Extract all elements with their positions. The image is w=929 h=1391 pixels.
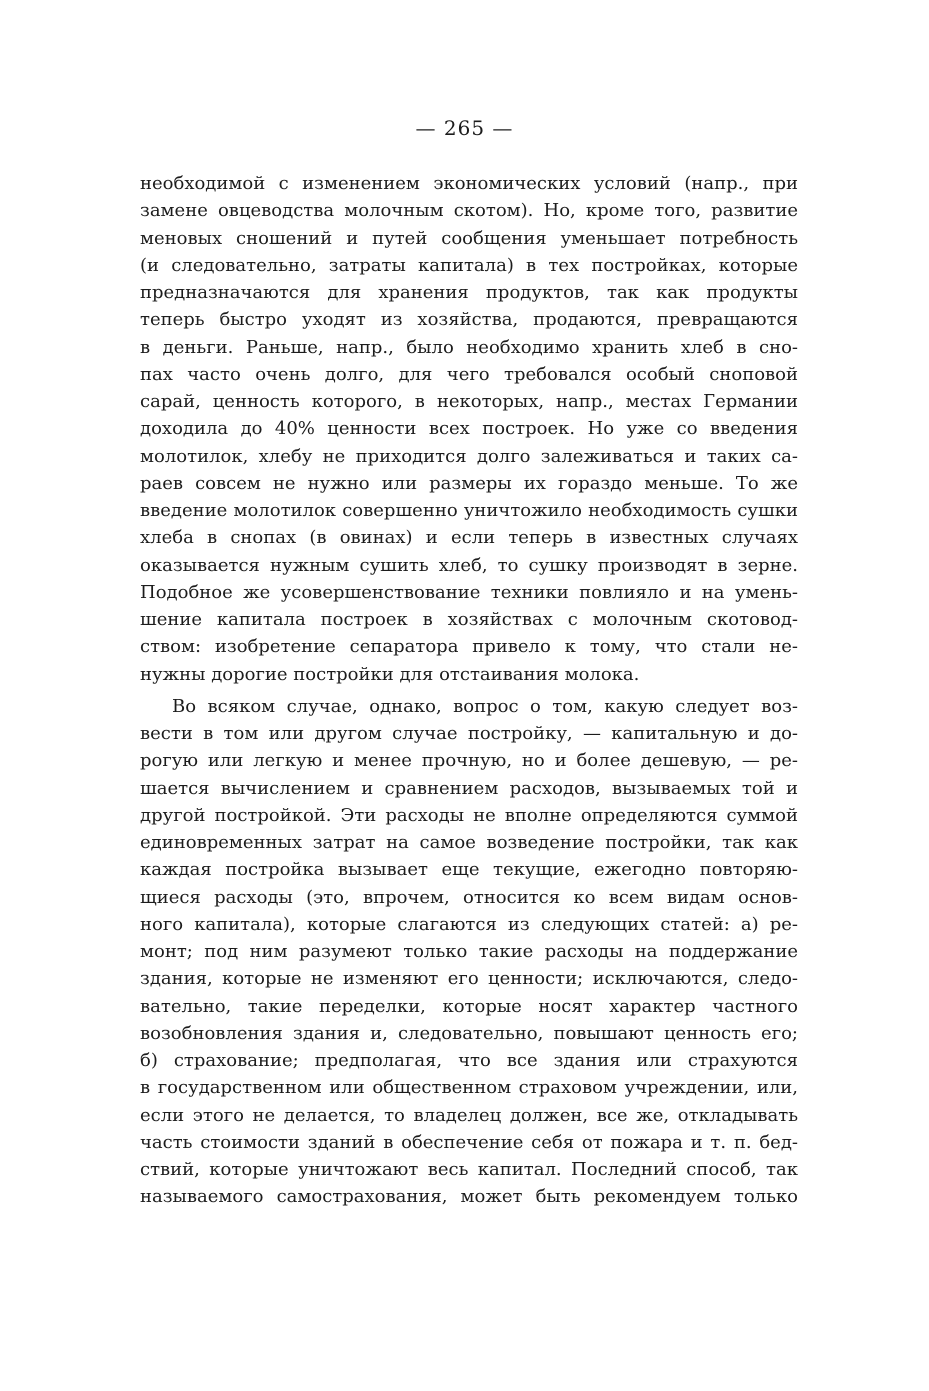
text-line: единовременных затрат на самое возведение постройки, так как <box>140 832 798 853</box>
text-line: называемого самострахования, может быть рекомендуем только <box>140 1186 798 1208</box>
text-line: щиеся расходы (это, впрочем, относится ко всем видам основ- <box>140 886 798 908</box>
text-line: ством: изобретение сепаратора привело к тому, что стали не- <box>140 636 798 658</box>
text-line: вательно, такие переделки, которые носят характер частного <box>140 995 798 1017</box>
text-line: часть стоимости зданий в обеспечение себя от пожара и т. п. бед- <box>140 1131 798 1153</box>
text-line: другой постройкой. Эти расходы не вполне определяются суммой <box>140 804 798 826</box>
text-line: возобновления здания и, следовательно, повышают ценность его; <box>140 1022 798 1044</box>
text-line: б) страхование; предполагая, что все здания или страхуются <box>140 1050 798 1071</box>
text-line: доходила до 40% ценности всех построек. Но уже со введения <box>140 418 798 440</box>
text-line: ствий, которые уничтожают весь капитал. Последний способ, так <box>140 1159 798 1180</box>
text-line: если этого не делается, то владелец должен, все же, откладывать <box>140 1104 798 1126</box>
text-line: монт; под ним разумеют только такие расходы на поддержание <box>140 941 798 962</box>
paragraph-2 <box>140 693 798 1211</box>
text-line: молотилок, хлебу не приходится долго залеживаться и таких са- <box>140 445 798 467</box>
text-line: теперь быстро уходят из хозяйства, продаются, превращаются <box>140 309 798 331</box>
text-line: пах часто очень долго, для чего требовался особый сноповой <box>140 363 798 385</box>
text-line: оказывается нужным сушить хлеб, то сушку производят в зерне. <box>140 554 798 576</box>
text-line: сарай, ценность которого, в некоторых, напр., местах Германии <box>140 391 798 412</box>
page-number: — 265 — <box>415 116 514 140</box>
text-line: здания, которые не изменяют его ценности; исключаются, следо- <box>140 968 798 990</box>
text-line: (и следовательно, затраты капитала) в тех постройках, которые <box>140 254 798 276</box>
text-line: хлеба в снопах (в овинах) и если теперь в известных случаях <box>140 527 798 549</box>
text-line: меновых сношений и путей сообщения уменьшает потребность <box>140 227 798 249</box>
text-line: ного капитала), которые слагаются из следующих статей: а) ре- <box>140 913 798 935</box>
text-line: замене овцеводства молочным скотом). Но, кроме того, развитие <box>140 200 798 222</box>
text-line: шение капитала построек в хозяйствах с молочным скотовод- <box>140 609 798 630</box>
text-line: предназначаются для хранения продуктов, так как продукты <box>140 282 798 303</box>
text-line: введение молотилок совершенно уничтожило необходимость сушки <box>140 500 798 521</box>
paragraph-1 <box>140 170 798 688</box>
text-line: раев совсем не нужно или размеры их гораздо меньше. То же <box>140 472 798 494</box>
text-line: вести в том или другом случае постройку, — капитальную и до- <box>140 723 798 744</box>
text-line: шается вычислением и сравнением расходов, вызываемых той и <box>140 777 798 799</box>
text-line: Подобное же усовершенствование техники повлияло и на умень- <box>140 581 798 603</box>
text-line: в деньги. Раньше, напр., было необходимо хранить хлеб в сно- <box>140 336 798 358</box>
text-line: Во всяком случае, однако, вопрос о том, какую следует воз- <box>172 695 798 717</box>
text-line: рогую или легкую и менее прочную, но и более дешевую, — ре- <box>140 750 798 772</box>
text-body <box>140 170 798 1211</box>
text-line: в государственном или общественном страховом учреждении, или, <box>140 1077 798 1099</box>
text-line: нужны дорогие постройки для отстаивания молока. <box>140 663 640 685</box>
text-line: каждая постройка вызывает еще текущие, ежегодно повторяю- <box>140 859 798 881</box>
text-line: необходимой с изменением экономических условий (напр., при <box>140 173 798 194</box>
